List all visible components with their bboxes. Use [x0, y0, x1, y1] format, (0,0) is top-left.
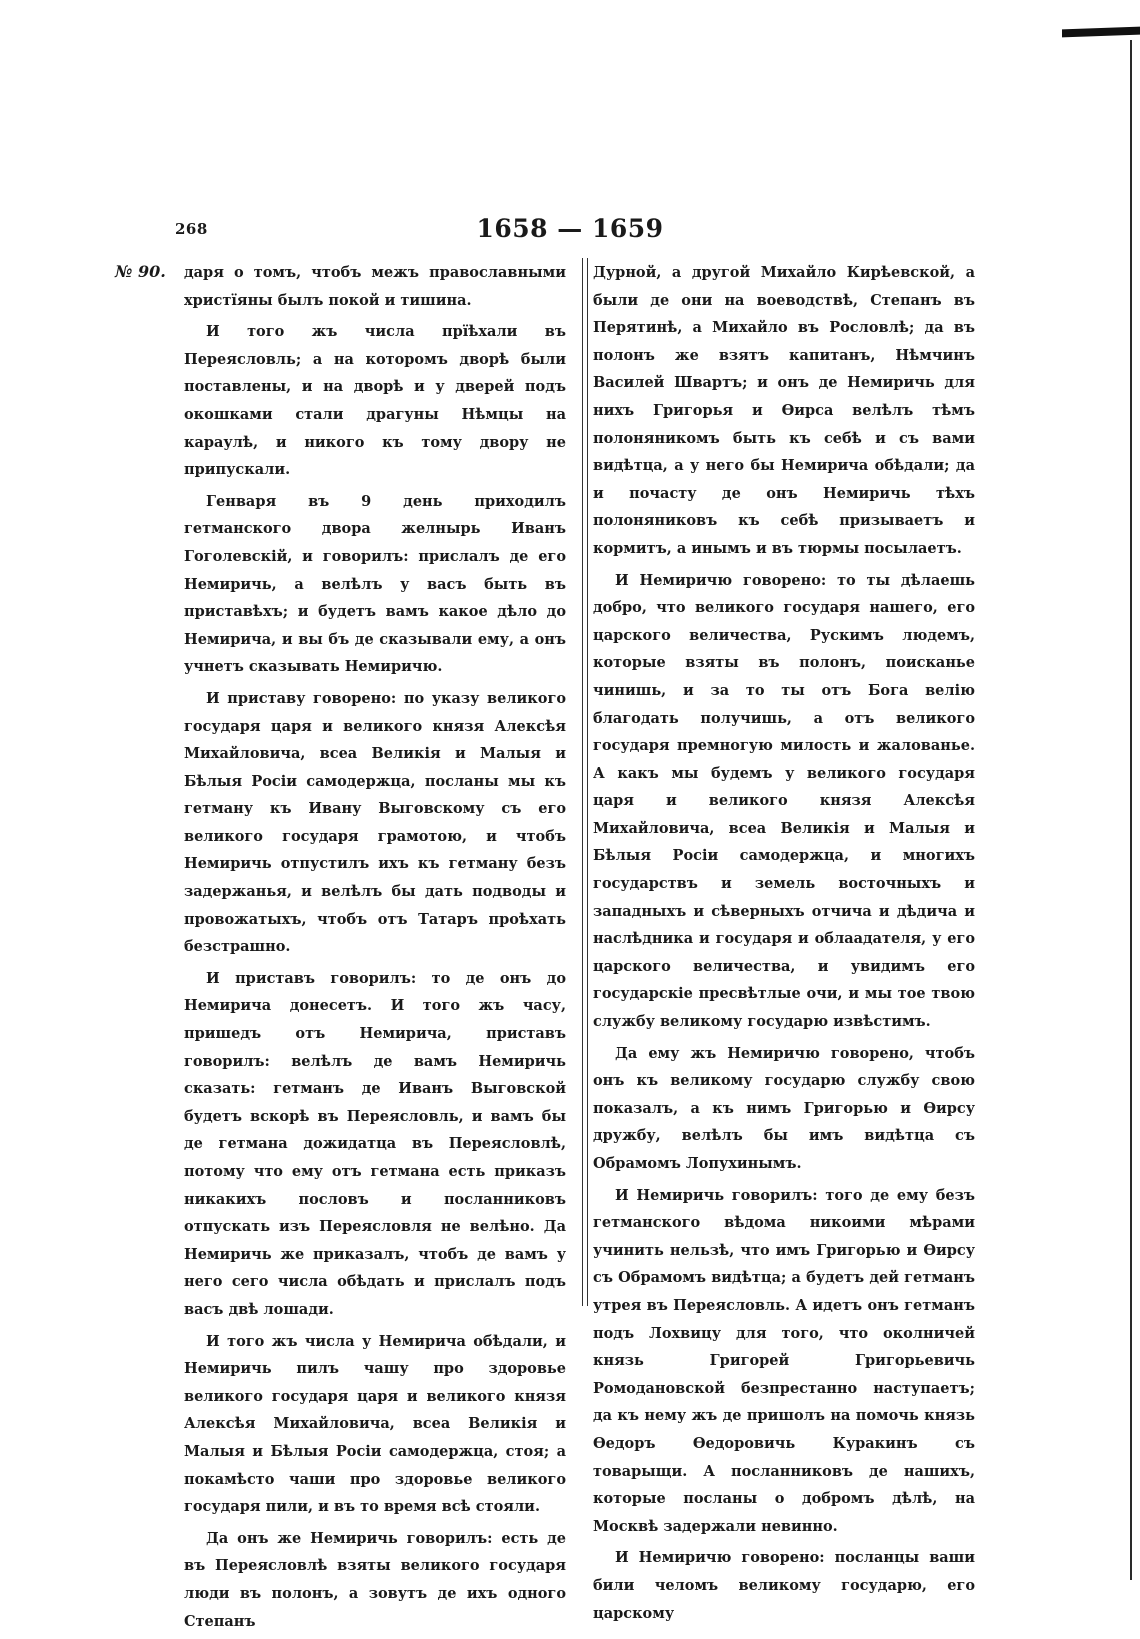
paragraph: даря о томъ, чтобъ межъ православными христїяны былъ покой и тишина.: [184, 264, 566, 309]
paragraph: И Немиричю говорено: посланцы ваши били челомъ великому государю, его царскому: [593, 1549, 975, 1622]
paragraph: Да онъ же Немиричь говорилъ: есть де въ Переясловлѣ взяты великого государя люди въ полонъ, а зовутъ де ихъ одного Степанъ: [184, 1529, 566, 1630]
paragraph: И Немиричь говорилъ: того де ему безъ гетманского вѣдома никоими мѣрами учинить нельзѣ, что имъ Григорью и Ѳирсу съ Обрамомъ видѣтца; а будетъ дей гетманъ утрея въ Переясловль. А идетъ онъ гетманъ подъ Лохвицу для того, что околничей князь Григорей Григорьевичь Ромодановской безпрестанно наступаетъ; да къ нему жъ де пришолъ на помочь князь Ѳедоръ Ѳедоровичь Куракинъ съ товарыщи. А посланниковъ де нашихъ, которые посланы о добромъ дѣлѣ, на Москвѣ задержали невинно.: [593, 1186, 975, 1535]
paragraph: И Немиричю говорено: то ты дѣлаешь добро, что великого государя нашего, его царского величества, Рускимъ людемъ, которые взяты въ полонъ, поисканье чинишь, и за то ты отъ Бога велію благодать получишь, а отъ великого государя премногую милость и жалованье. А какъ мы будемъ у великого государя царя и великого князя Алексѣя Михайловича, всеа Великія и Малыя и Бѣлыя Росіи самодержца, и многихъ государствъ и земель восточныхъ и западныхъ и сѣверныхъ отчича и дѣдича и наслѣдника и государя и облаадателя, у его царского величества, и увидимъ его государскіе пресвѣтлые очи, и мы тое твою службу великому государю извѣстимъ.: [593, 571, 975, 1031]
document-number: № 90.: [115, 262, 166, 281]
paragraph: И приставъ говорилъ: то де онъ до Немирича донесетъ. И того жъ часу, пришедъ отъ Немирича, приставъ говорилъ: велѣлъ де вамъ Немиричь сказать: гетманъ де Иванъ Выговской будетъ вскорѣ въ Переясловль, и вамъ бы де гетмана дожидатца въ Переясловлѣ, потому что ему отъ гетмана есть приказъ никакихъ пословъ и посланниковъ отпускать изъ Переясловля не велѣно. Да Немиричь же приказалъ, чтобъ де вамъ у него сего числа обѣдать и прислалъ подъ васъ двѣ лошади.: [184, 969, 566, 1318]
paragraph: Да ему жъ Немиричю говорено, чтобъ онъ къ великому государю службу свою показалъ, а къ нимъ Григорью и Ѳирсу дружбу, велѣлъ бы имъ видѣтца съ Обрамомъ Лопухинымъ.: [593, 1044, 975, 1172]
column-divider: [582, 258, 588, 1306]
right-column: [593, 259, 975, 1631]
paragraph: И приставу говорено: по указу великого государя царя и великого князя Алексѣя Михайловича, всеа Великія и Малыя и Бѣлыя Росіи самодержца, посланы мы къ гетману къ Ивану Выговскому съ его великого государя грамотою, и чтобъ Немиричь отпустилъ ихъ къ гетману безъ задержанья, и велѣлъ бы дать подводы и провожатыхъ, чтобъ отъ Татаръ проѣхать безстрашно.: [184, 689, 566, 956]
running-head-years: 1658 — 1659: [476, 214, 664, 243]
scan-edge-line: [1130, 40, 1132, 1580]
page-number: 268: [175, 220, 208, 238]
paragraph: Генваря въ 9 день приходилъ гетманского двора желнырь Иванъ Гоголевскій, и говорилъ: прислалъ де его Немиричь, а велѣлъ у васъ быть въ приставѣхъ; и будетъ вамъ какое дѣло до Немирича, и вы бъ де сказывали ему, а онъ учнетъ сказывать Немиричю.: [184, 492, 566, 676]
paragraph: И того жъ числа у Немирича обѣдали, и Немиричь пилъ чашу про здоровье великого государя царя и великого князя Алексѣя Михайловича, всеа Великія и Малыя и Бѣлыя Росіи самодержца, стоя; а покамѣсто чаши про здоровье великого государя пили, и въ то время всѣ стояли.: [184, 1332, 566, 1516]
paragraph: Дурной, а другой Михайло Кирѣевской, а были де они на воеводствѣ, Степанъ въ Перятинѣ, а Михайло въ Рословлѣ; да въ полонъ же взятъ капитанъ, Нѣмчинъ Василей Швартъ; и онъ де Немиричь для нихъ Григорья и Ѳирса велѣлъ тѣмъ полоняникомъ быть къ себѣ и съ вами видѣтца, а у него бы Немирича обѣдали; да и почасту де онъ Немиричь тѣхъ полоняниковъ къ себѣ призываетъ и кормитъ, а инымъ и въ тюрмы посылаетъ.: [593, 264, 975, 557]
left-column: [184, 259, 566, 1639]
scan-edge-mark: [1062, 27, 1140, 38]
paragraph: И того жъ числа прїѣхали въ Переясловль; а на которомъ дворѣ были поставлены, и на дворѣ и у дверей подъ окошками стали драгуны Нѣмцы на караулѣ, и никого къ тому двору не припускали.: [184, 323, 566, 479]
